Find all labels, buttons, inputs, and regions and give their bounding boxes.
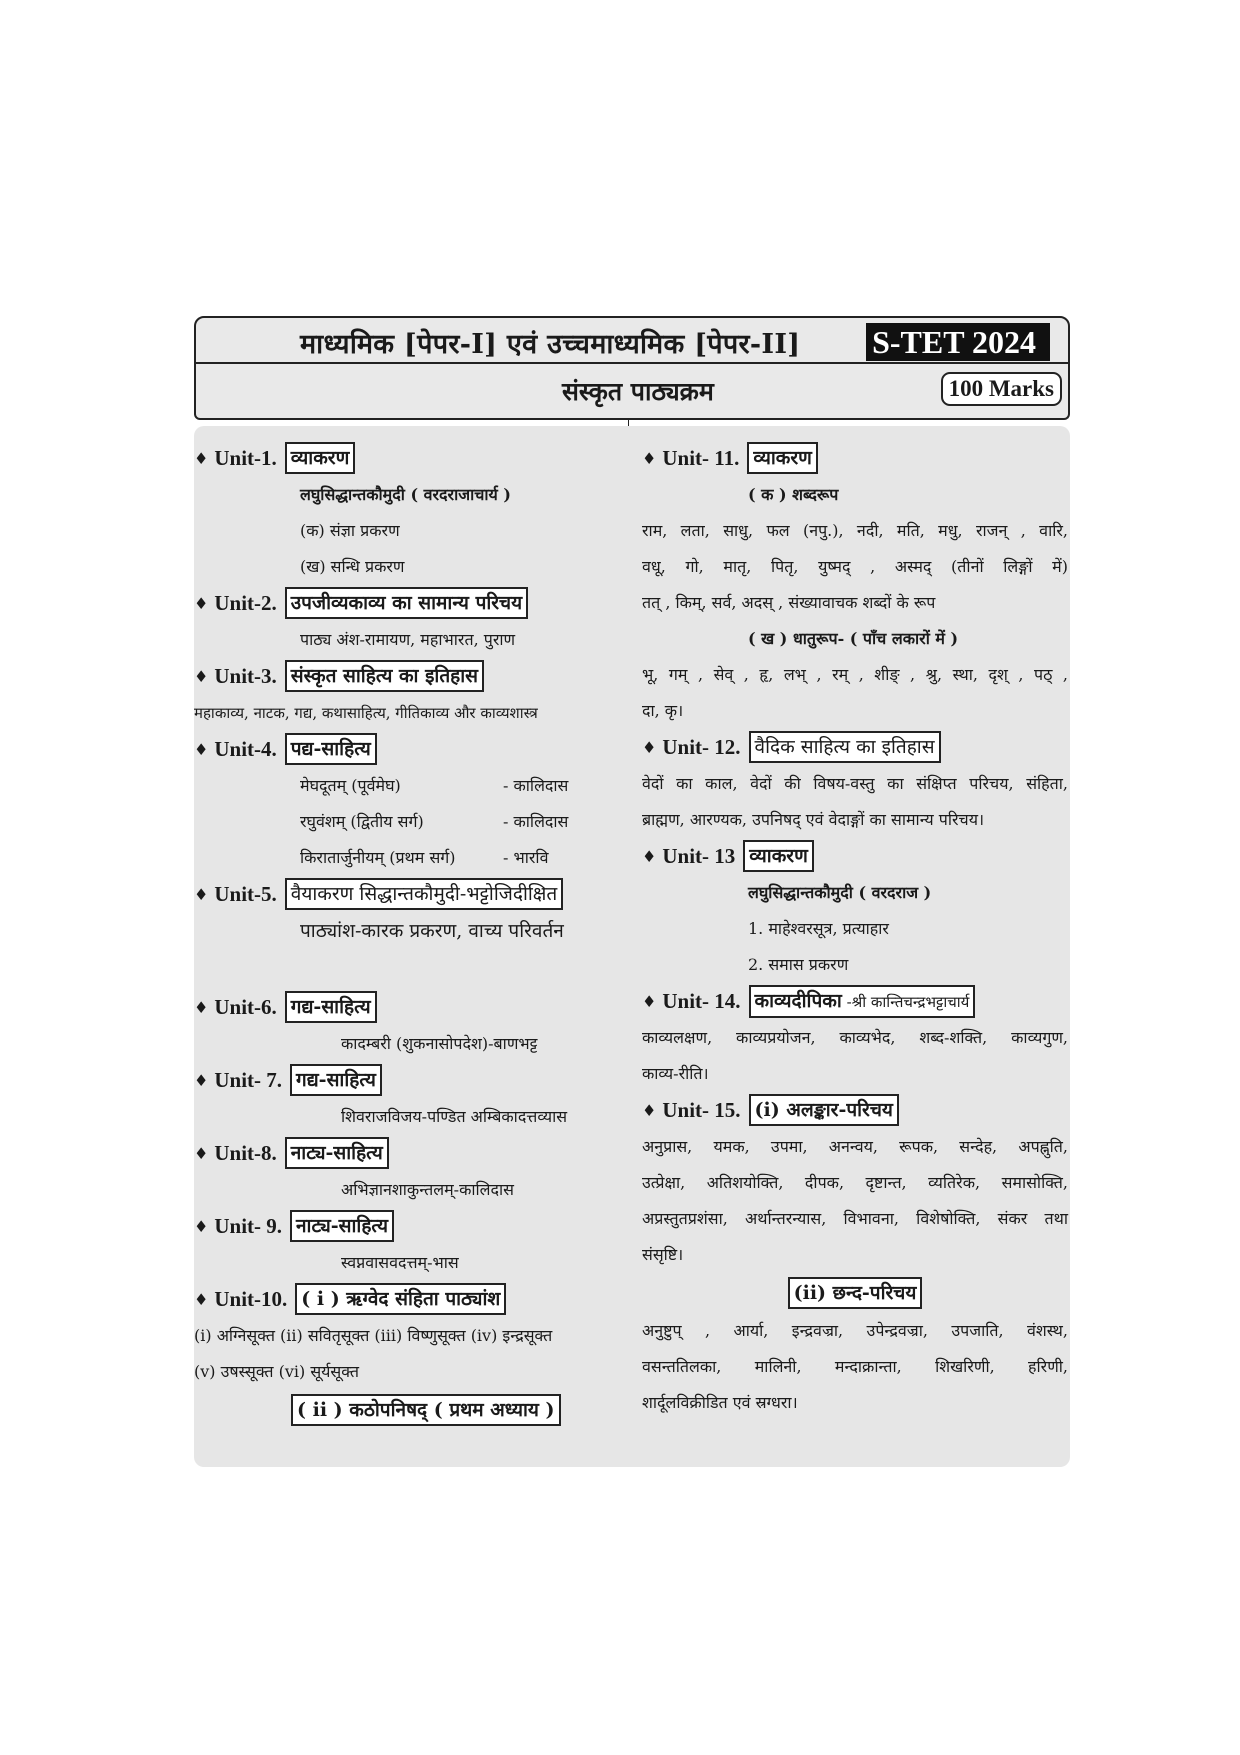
- work-row: [194, 804, 624, 840]
- work-title: रघुवंशम् (द्वितीय सर्ग): [300, 812, 424, 831]
- text-line: लघुसिद्धान्तकौमुदी ( वरदराजाचार्य ): [300, 485, 511, 504]
- text-line: संसृष्टि।: [642, 1245, 684, 1264]
- work-author: - कालिदास: [503, 776, 569, 795]
- text-line: ब्राह्मण, आरण्यक, उपनिषद् एवं वेदाङ्गों का सामान्य परिचय।: [642, 810, 985, 829]
- diamond-icon: ♦: [642, 1100, 657, 1120]
- text-line: राम, लता, साधु, फल (नपु.), नदी, मति, मधु, राजन् , वारि,: [642, 521, 1068, 540]
- unit-5: [194, 876, 624, 912]
- unit-3: [194, 658, 624, 694]
- text-line: (ख) सन्धि प्रकरण: [300, 557, 405, 576]
- subject-bar: [194, 364, 1070, 420]
- unit-9: [194, 1208, 624, 1244]
- unit-label: Unit-2.: [214, 590, 277, 615]
- syllabus-frame: [194, 316, 1070, 1421]
- text-line: कादम्बरी (शुकनासोपदेश)-बाणभट्ट: [341, 1034, 538, 1053]
- unit-7: [194, 1062, 624, 1098]
- unit-label: Unit-5.: [214, 881, 277, 906]
- text-line: तत् , किम्, सर्व, अदस् , संख्यावाचक शब्दों के रूप: [642, 593, 936, 612]
- unit-label: Unit-1.: [214, 445, 277, 470]
- subtopic-box: (ii) छन्द-परिचय: [788, 1277, 923, 1309]
- topic-author: -श्री कान्तिचन्द्रभट्टाचार्य: [841, 992, 970, 1011]
- unit-topic: संस्कृत साहित्य का इतिहास: [285, 660, 484, 692]
- text-line: शार्दूलविक्रीडित एवं स्रग्धरा।: [642, 1393, 798, 1412]
- diamond-icon: ♦: [194, 1289, 209, 1309]
- header-bar: [194, 316, 1070, 364]
- subtopic-box: ( ii ) कठोपनिषद् ( प्रथम अध्याय ): [291, 1394, 561, 1426]
- marks-badge: 100 Marks: [941, 372, 1062, 406]
- unit-12: [642, 729, 1068, 765]
- unit-label: Unit-3.: [214, 663, 277, 688]
- work-row: [194, 768, 624, 804]
- unit-topic: उपजीव्यकाव्य का सामान्य परिचय: [285, 587, 528, 619]
- unit-14: [642, 983, 1068, 1019]
- unit-label: Unit-10.: [214, 1286, 288, 1311]
- text-line: काव्यलक्षण, काव्यप्रयोजन, काव्यभेद, शब्द-शक्ति, काव्यगुण,: [642, 1028, 1068, 1047]
- unit-topic: व्याकरण: [743, 840, 814, 872]
- text-line: महाकाव्य, नाटक, गद्य, कथासाहित्य, गीतिकाव्य और काव्यशास्त्र: [194, 704, 538, 722]
- unit-label: Unit- 7.: [214, 1067, 283, 1092]
- work-title: किरातार्जुनीयम् (प्रथम सर्ग): [300, 848, 456, 867]
- unit-label: Unit-6.: [214, 994, 277, 1019]
- left-column: [194, 440, 624, 1430]
- unit-topic: ( i ) ऋग्वेद संहिता पाठ्यांश: [295, 1283, 506, 1315]
- unit-topic: गद्य-साहित्य: [285, 991, 377, 1023]
- unit-13: [642, 838, 1068, 874]
- unit-6: [194, 989, 624, 1025]
- diamond-icon: ♦: [194, 1216, 209, 1236]
- unit-topic: गद्य-साहित्य: [290, 1064, 382, 1096]
- diamond-icon: ♦: [194, 1070, 209, 1090]
- diamond-icon: ♦: [194, 593, 209, 613]
- unit-label: Unit- 9.: [214, 1213, 283, 1238]
- diamond-icon: ♦: [642, 448, 657, 468]
- text-line: वेदों का काल, वेदों की विषय-वस्तु का संक्षिप्त परिचय, संहिता,: [642, 774, 1068, 793]
- diamond-icon: ♦: [642, 737, 657, 757]
- text-line: पाठ्य अंश-रामायण, महाभारत, पुराण: [300, 630, 516, 649]
- unit-2: [194, 585, 624, 621]
- text-heading: लघुसिद्धान्तकौमुदी ( वरदराज ): [748, 883, 932, 902]
- unit-topic: नाट्य-साहित्य: [285, 1137, 389, 1169]
- topic-main: काव्यदीपिका: [754, 989, 842, 1012]
- unit-topic: व्याकरण: [285, 442, 356, 474]
- text-line: पाठ्यांश-कारक प्रकरण, वाच्य परिवर्तन: [300, 920, 564, 942]
- text-line: शिवराजविजय-पण्डित अम्बिकादत्तव्यास: [341, 1107, 568, 1126]
- text-line: दा, कृ।: [642, 701, 684, 720]
- unit-1: [194, 440, 624, 476]
- unit-label: Unit-4.: [214, 736, 277, 761]
- diamond-icon: ♦: [642, 846, 657, 866]
- diamond-icon: ♦: [194, 739, 209, 759]
- diamond-icon: ♦: [194, 997, 209, 1017]
- work-title: मेघदूतम् (पूर्वमेघ): [300, 776, 401, 795]
- unit-topic: वैदिक साहित्य का इतिहास: [749, 731, 941, 763]
- unit-label: Unit- 12.: [662, 734, 741, 759]
- exam-tag: S-TET 2024: [866, 323, 1050, 361]
- text-line: वधू, गो, मातृ, पितृ, युष्मद् , अस्मद् (तीनों लिङ्गों में): [642, 557, 1068, 576]
- text-line: वसन्ततिलका, मालिनी, मन्दाक्रान्ता, शिखरिणी, हरिणी,: [642, 1357, 1068, 1376]
- unit-label: Unit- 14.: [662, 988, 741, 1013]
- unit-topic: नाट्य-साहित्य: [290, 1210, 394, 1242]
- unit-10: [194, 1281, 624, 1317]
- syllabus-body: [194, 426, 1070, 1467]
- unit-topic: पद्य-साहित्य: [285, 733, 377, 765]
- diamond-icon: ♦: [194, 1143, 209, 1163]
- text-line: अनुष्टुप् , आर्या, इन्द्रवज्रा, उपेन्द्रवज्रा, उपजाति, वंशस्थ,: [642, 1321, 1068, 1340]
- text-line: उत्प्रेक्षा, अतिशयोक्ति, दीपक, दृष्टान्त, व्यतिरेक, समासोक्ति,: [642, 1173, 1068, 1192]
- unit-label: Unit- 11.: [662, 445, 740, 470]
- page-title: माध्यमिक [पेपर-I] एवं उच्चमाध्यमिक [पेपर-II]: [300, 329, 801, 360]
- subtopic-row: [642, 1273, 1068, 1313]
- text-line: अप्रस्तुतप्रशंसा, अर्थान्तरन्यास, विभावना, विशेषोक्ति, संकर तथा: [642, 1209, 1068, 1228]
- unit-15: [642, 1092, 1068, 1128]
- diamond-icon: ♦: [642, 991, 657, 1011]
- work-row: [194, 840, 624, 876]
- text-heading: ( ख ) धातुरूप- ( पाँच लकारों में ): [748, 629, 959, 648]
- text-line: (क) संज्ञा प्रकरण: [300, 521, 400, 540]
- text-line: 2. समास प्रकरण: [748, 955, 849, 974]
- subtopic-row: [194, 1390, 624, 1430]
- unit-11: [642, 440, 1068, 476]
- diamond-icon: ♦: [194, 666, 209, 686]
- unit-8: [194, 1135, 624, 1171]
- text-line: काव्य-रीति।: [642, 1064, 709, 1083]
- text-line: स्वप्नवासवदत्तम्-भास: [341, 1253, 459, 1272]
- text-line: (v) उषस्सूक्त (vi) सूर्यसूक्त: [194, 1362, 359, 1381]
- unit-label: Unit- 15.: [662, 1097, 741, 1122]
- unit-topic: (i) अलङ्कार-परिचय: [749, 1094, 899, 1126]
- unit-topic: व्याकरण: [747, 442, 818, 474]
- unit-label: Unit-8.: [214, 1140, 277, 1165]
- diamond-icon: ♦: [194, 448, 209, 468]
- text-line: भू, गम् , सेव् , हृ, लभ् , रम् , शीङ् , श्रु, स्था, दृश् , पठ् ,: [642, 665, 1068, 684]
- text-line: (i) अग्निसूक्त (ii) सवितृसूक्त (iii) विष्णुसूक्त (iv) इन्द्रसूक्त: [194, 1326, 553, 1345]
- right-column: [642, 440, 1068, 1421]
- diamond-icon: ♦: [194, 884, 209, 904]
- unit-4: [194, 731, 624, 767]
- unit-label: Unit- 13: [662, 843, 736, 868]
- text-line: अभिज्ञानशाकुन्तलम्-कालिदास: [341, 1180, 514, 1199]
- text-line: 1. माहेश्वरसूत्र, प्रत्याहार: [748, 919, 889, 938]
- work-author: - कालिदास: [503, 812, 569, 831]
- work-author: - भारवि: [503, 848, 549, 867]
- unit-topic: [749, 985, 976, 1018]
- text-line: अनुप्रास, यमक, उपमा, अनन्वय, रूपक, सन्देह, अपह्नुति,: [642, 1137, 1068, 1156]
- unit-topic: वैयाकरण सिद्धान्तकौमुदी-भट्टोजिदीक्षित: [285, 878, 563, 910]
- subject-title: संस्कृत पाठ्यक्रम: [562, 377, 714, 406]
- text-heading: ( क ) शब्दरूप: [748, 485, 839, 504]
